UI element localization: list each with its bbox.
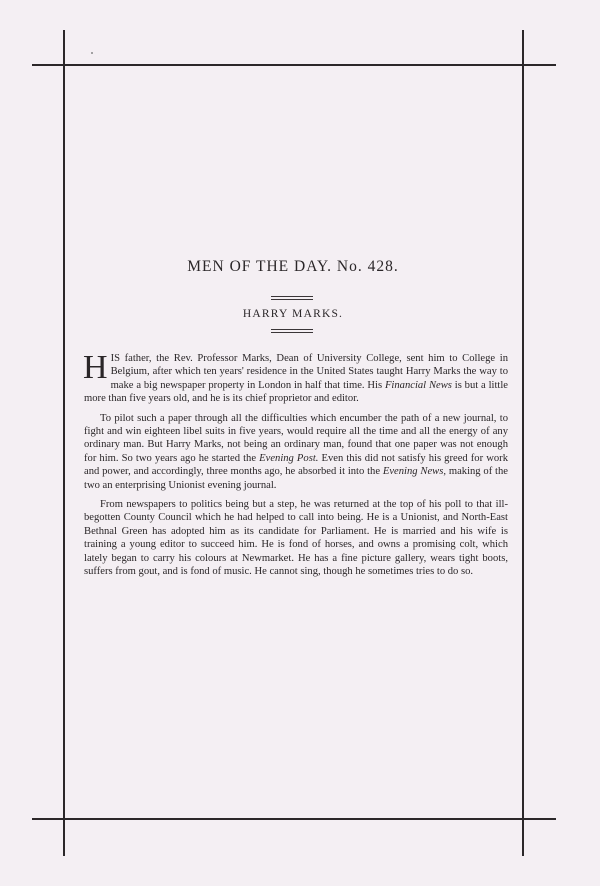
paragraph-3: From newspapers to politics being but a step, he was returned at the top of his poll to that ill-begotten County Council which he had helped to call into being. He is a Unionist, and North-East Bethnal Green has adopted him as its candidate for Parliament. He is married and his wife is training a young editor to succeed him. He is fond of horses, and owns a promising colt, which lately began to carry his colours at Newmarket. He has a fine picture gallery, wears tight boots, suffers from gout, and is fond of music. He cannot sing, though he sometimes tries to do so. <box>84 499 508 578</box>
paragraph-2-text-a: To pilot such a paper through all the difficulties which encumber the path of a new journal, to fight and win eighteen libel suits in five years, would require all the time and all the energy of any ordinary man. But Harry Marks, not being an ordinary man, found that one paper was not enough for him. So two years ago he started the <box>84 412 508 464</box>
title-ornament-rule <box>271 296 313 302</box>
paragraph-2 <box>84 412 508 492</box>
paragraph-2-text-c: making of the two an enterprising Unionist evening journal. <box>84 466 508 491</box>
financial-news-title: Financial News <box>384 379 452 391</box>
paragraph-1-text-a: IS father, the Rev. Professor Marks, Dean of University College, sent him to College in Belgium, after which ten years' residence in the United States taught Harry Marks the way to make a big newspaper property in London in half that time. His <box>110 353 508 391</box>
frame-rule-left <box>63 30 65 856</box>
article-subtitle: HARRY MARKS. <box>242 308 344 320</box>
paragraph-2-text-b: Even this did not satisfy his greed for work and power, and accordingly, three months ago, he absorbed it into the <box>84 452 508 478</box>
evening-news-title: Evening News, <box>382 466 447 478</box>
article-body <box>83 349 508 585</box>
paragraph-1-text-b: is but a little more than five years old, and he is its chief proprietor and editor. <box>84 379 508 405</box>
drop-cap: H <box>83 349 108 386</box>
frame-rule-bottom <box>32 818 556 820</box>
subtitle-ornament-rule <box>271 329 313 335</box>
frame-rule-top <box>32 64 556 66</box>
evening-post-title: Evening Post. <box>259 452 319 464</box>
frame-rule-right <box>522 30 524 856</box>
paragraph-1 <box>83 349 508 406</box>
page-title: MEN OF THE DAY. No. 428. <box>187 258 399 275</box>
paper-speck <box>91 52 93 54</box>
